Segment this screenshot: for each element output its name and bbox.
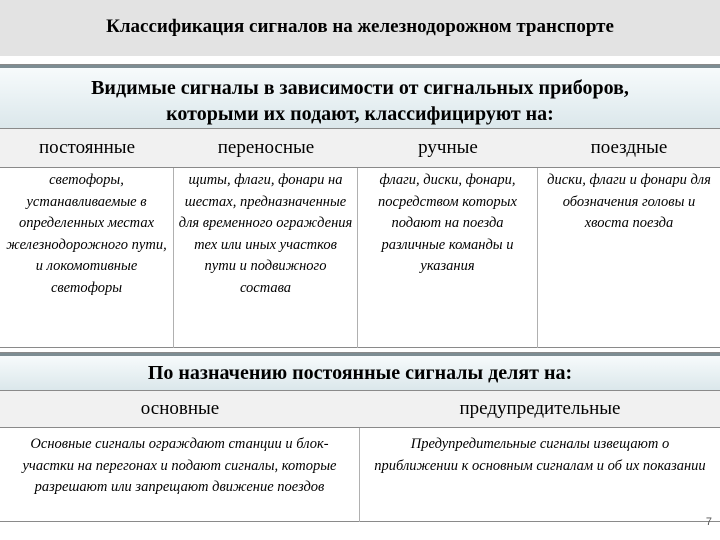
visible-categories-row	[0, 129, 720, 168]
visible-descriptions-row	[0, 168, 720, 348]
purpose-heading: По назначению постоянные сигналы делят на:	[0, 353, 720, 391]
desc-main: Основные сигналы ограждают станции и блок-участки на перегонах и подают сигналы, которые разрешают или запрещают движение поездов	[0, 428, 360, 522]
purpose-descriptions-row	[0, 428, 720, 522]
purpose-categories-row	[0, 391, 720, 428]
desc-hand: флаги, диски, фонари, посредством которых подают на поезда различные команды и указания	[358, 168, 538, 348]
category-permanent: постоянные	[38, 137, 136, 158]
desc-permanent: светофоры, устанавливаемые в определенных местах железнодорожного пути, и локомотивные светофоры	[0, 168, 174, 348]
category-portable: переносные	[217, 137, 315, 158]
desc-train: диски, флаги и фонари для обозначения головы и хвоста поезда	[547, 172, 711, 231]
page-number: 7	[705, 516, 712, 528]
purpose-table	[0, 352, 720, 522]
category-hand: ручные	[418, 137, 478, 158]
visible-signals-heading	[0, 65, 720, 129]
category-warning: предупредительные	[459, 398, 621, 419]
visible-signals-table	[0, 64, 720, 348]
category-train: поездные	[590, 137, 668, 158]
heading-line-2: которыми их подают, классифицируют на:	[166, 103, 554, 125]
heading-line-1: Видимые сигналы в зависимости от сигнальных приборов,	[91, 77, 629, 99]
desc-portable: щиты, флаги, фонари на шестах, предназначенные для временного ограждения тех или иных участков пути и подвижного состава	[174, 168, 358, 348]
slide-title: Классификация сигналов на железнодорожном транспорте	[0, 0, 720, 56]
desc-warning: Предупредительные сигналы извещают о приближении к основным сигналам и об их показании	[374, 436, 706, 474]
category-main: основные	[140, 398, 220, 419]
